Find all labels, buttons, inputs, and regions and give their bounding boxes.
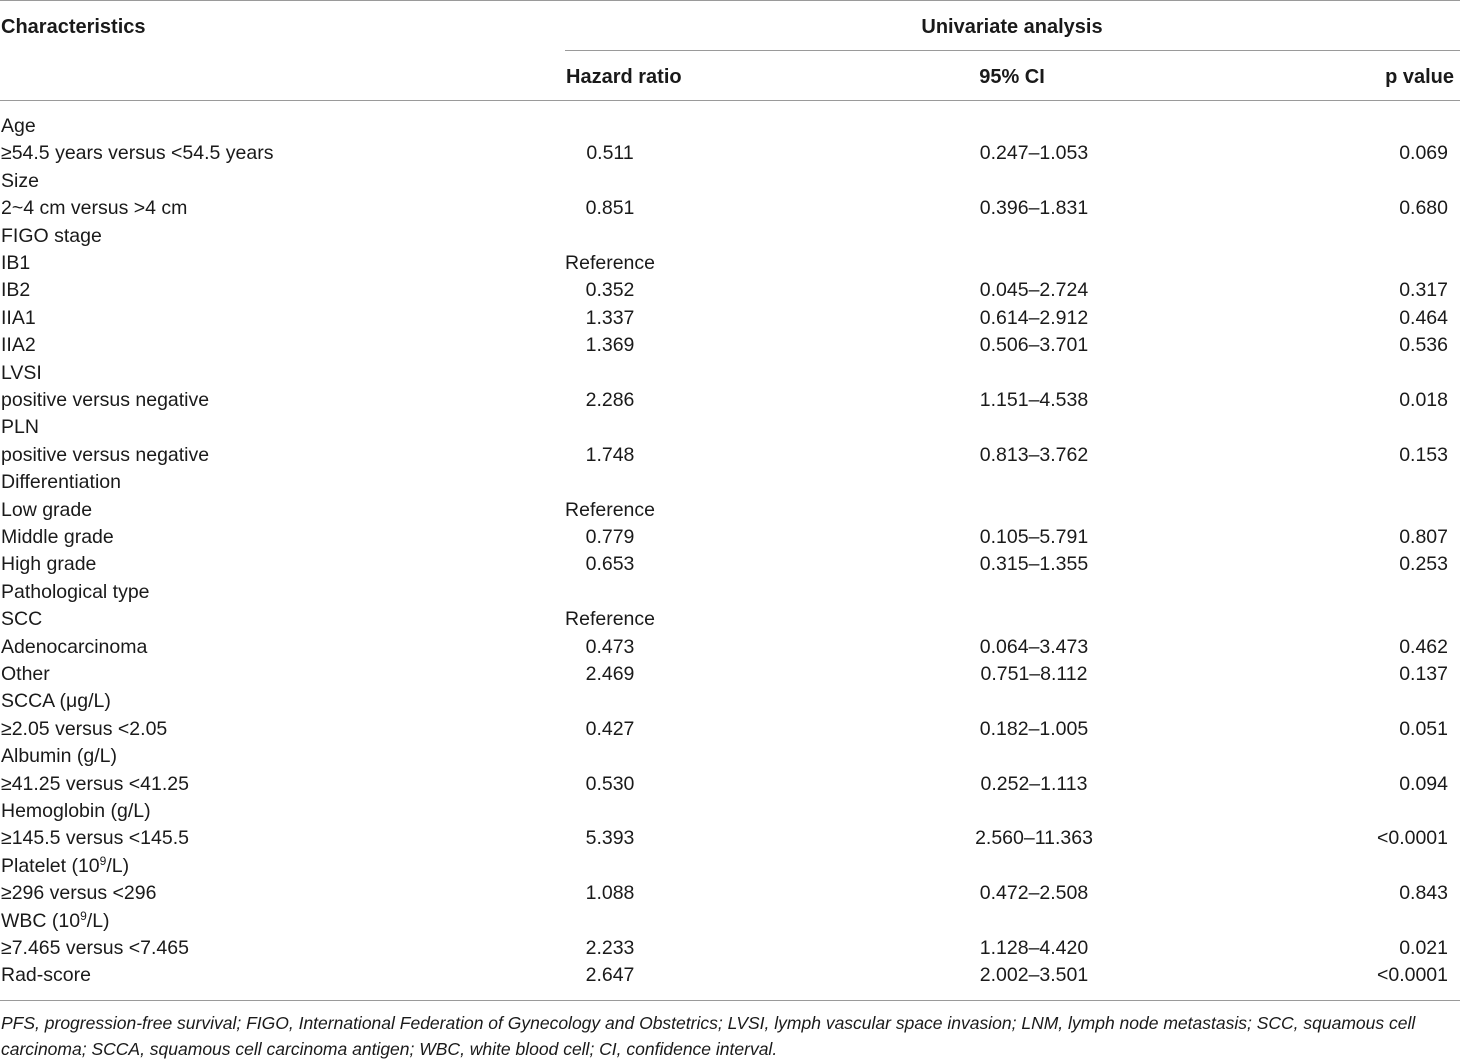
table-row xyxy=(0,606,1460,633)
row-label-tail: /L) xyxy=(106,854,130,877)
row-label xyxy=(1,305,36,332)
hazard-ratio-cell: 0.779 xyxy=(585,526,635,548)
header-bottom-rule xyxy=(0,100,1460,101)
row-label-tail: /L) xyxy=(86,909,110,932)
row-label-text: IIA1 xyxy=(1,306,36,329)
row-label-text: IIA2 xyxy=(1,334,36,357)
row-label xyxy=(1,798,151,825)
hazard-ratio-cell: 1.369 xyxy=(585,334,635,357)
row-label xyxy=(1,168,39,195)
hazard-ratio-cell: 2.647 xyxy=(585,964,635,987)
p-value-cell: 0.153 xyxy=(1399,443,1448,466)
row-label xyxy=(1,469,121,496)
row-label-text: ≥7.465 versus <7.465 xyxy=(1,937,189,959)
ci-cell: 0.614–2.912 xyxy=(979,306,1089,329)
table-row xyxy=(0,935,1460,962)
ci-cell: 0.247–1.053 xyxy=(979,142,1089,165)
table-row xyxy=(0,743,1460,770)
table-top-rule xyxy=(0,0,1460,1)
row-label-text: WBC (10 xyxy=(1,909,81,932)
row-label-text: positive versus negative xyxy=(1,443,210,466)
p-value-cell: <0.0001 xyxy=(1376,827,1448,850)
row-label xyxy=(1,551,96,578)
row-label xyxy=(1,250,30,277)
header-hazard-ratio: Hazard ratio xyxy=(566,66,682,88)
row-label-text: ≥54.5 years versus <54.5 years xyxy=(1,142,274,165)
header-characteristics: Characteristics xyxy=(1,16,146,38)
row-label-text: IB2 xyxy=(1,279,31,302)
hazard-ratio-cell: 2.469 xyxy=(585,663,635,685)
row-label xyxy=(1,414,39,441)
p-value-cell: 0.462 xyxy=(1399,635,1448,658)
row-label-text: LVSI xyxy=(1,361,42,384)
ci-cell: 0.105–5.791 xyxy=(979,526,1089,548)
table-row xyxy=(0,962,1460,989)
row-label-text: SCC xyxy=(1,608,43,631)
p-value-cell: 0.021 xyxy=(1399,937,1448,959)
hazard-ratio-cell: 0.473 xyxy=(585,635,635,658)
table-row xyxy=(0,223,1460,250)
row-label-text: SCCA (μg/L) xyxy=(1,690,111,713)
header-ci: 95% CI xyxy=(979,66,1045,88)
table-row xyxy=(0,908,1460,935)
row-label xyxy=(1,935,189,962)
row-label xyxy=(1,360,42,387)
p-value-cell: 0.253 xyxy=(1399,553,1448,576)
ci-cell: 0.252–1.113 xyxy=(980,772,1088,795)
p-value-cell: 0.069 xyxy=(1399,142,1448,165)
row-label-text: FIGO stage xyxy=(1,224,102,247)
row-label-superscript: 9 xyxy=(99,853,107,868)
row-label-text: Low grade xyxy=(1,498,93,521)
row-label-text: Size xyxy=(1,169,39,192)
ci-cell: 0.813–3.762 xyxy=(979,443,1089,466)
table-row xyxy=(0,579,1460,606)
table-bottom-rule xyxy=(0,1000,1460,1001)
table-row xyxy=(0,360,1460,387)
row-label xyxy=(1,140,273,167)
row-label xyxy=(1,661,50,688)
row-label xyxy=(1,743,117,770)
ci-cell: 2.560–11.363 xyxy=(975,827,1093,850)
row-label-text: PLN xyxy=(1,416,39,439)
row-label xyxy=(1,853,129,880)
header-group-univariate: Univariate analysis xyxy=(921,16,1103,38)
row-label-text: Adenocarcinoma xyxy=(1,635,148,658)
table-row xyxy=(0,168,1460,195)
table-row xyxy=(0,688,1460,715)
row-label xyxy=(1,880,156,907)
p-value-cell: 0.807 xyxy=(1399,526,1448,548)
row-label-text: High grade xyxy=(1,553,97,576)
table-row xyxy=(0,551,1460,578)
ci-cell: 2.002–3.501 xyxy=(979,964,1089,987)
table-row xyxy=(0,716,1460,743)
ci-cell: 0.045–2.724 xyxy=(979,279,1089,302)
ci-cell: 0.472–2.508 xyxy=(979,882,1089,905)
ci-cell: 0.064–3.473 xyxy=(979,635,1089,658)
row-label-text: Differentiation xyxy=(1,471,121,494)
row-label-text: Albumin (g/L) xyxy=(1,745,117,768)
hazard-ratio-cell: 0.352 xyxy=(585,279,635,302)
row-label-text: Hemoglobin (g/L) xyxy=(1,800,151,822)
row-label-text: ≥145.5 versus <145.5 xyxy=(1,827,189,850)
ci-cell: 1.128–4.420 xyxy=(979,937,1089,959)
row-label xyxy=(1,195,187,222)
ci-cell: 0.396–1.831 xyxy=(979,197,1089,220)
row-label xyxy=(1,277,30,304)
p-value-cell: 0.137 xyxy=(1399,663,1448,685)
hazard-ratio-cell: Reference xyxy=(565,608,655,631)
table-row xyxy=(0,387,1460,414)
row-label xyxy=(1,113,36,140)
row-label-text: positive versus negative xyxy=(1,389,210,411)
row-label-text: ≥41.25 versus <41.25 xyxy=(1,772,189,795)
table-row xyxy=(0,277,1460,304)
hazard-ratio-cell: 0.530 xyxy=(585,772,635,795)
table-row xyxy=(0,853,1460,880)
table-row xyxy=(0,798,1460,825)
row-label-text: Middle grade xyxy=(1,526,114,548)
table-row xyxy=(0,880,1460,907)
row-label xyxy=(1,688,111,715)
ci-cell: 0.506–3.701 xyxy=(979,334,1089,357)
row-label-text: 2~4 cm versus >4 cm xyxy=(1,197,188,220)
hazard-ratio-cell: Reference xyxy=(565,252,655,274)
ci-cell: 0.751–8.112 xyxy=(980,663,1088,685)
table-row xyxy=(0,661,1460,688)
hazard-ratio-cell: Reference xyxy=(565,498,655,521)
hazard-ratio-cell: 2.286 xyxy=(585,389,635,411)
row-label xyxy=(1,524,114,551)
row-label xyxy=(1,223,102,250)
row-label xyxy=(1,387,209,414)
table-row xyxy=(0,250,1460,277)
row-label-text: Platelet (10 xyxy=(1,854,100,877)
ci-cell: 1.151–4.538 xyxy=(979,389,1089,411)
row-label xyxy=(1,606,42,633)
row-label xyxy=(1,634,147,661)
table-footnote: PFS, progression-free survival; FIGO, International Federation of Gynecology and Obstetrics; LVSI, lymph vascular space invasion; LNM, lymph node metastasis; SCC, squamous cell carcinoma; SCCA, squamous cell carcinoma antigen; WBC, white blood cell; CI, confidence interval. xyxy=(1,1013,1416,1059)
row-label xyxy=(1,442,209,469)
table-row xyxy=(0,414,1460,441)
row-label-text: IB1 xyxy=(1,252,31,274)
p-value-cell: 0.317 xyxy=(1399,279,1448,302)
hazard-ratio-cell: 1.337 xyxy=(585,306,635,329)
hazard-ratio-cell: 0.851 xyxy=(585,197,635,220)
row-label-text: Other xyxy=(1,663,50,685)
row-label xyxy=(1,332,36,359)
p-value-cell: 0.094 xyxy=(1399,772,1448,795)
ci-cell: 0.182–1.005 xyxy=(979,717,1089,740)
table-row xyxy=(0,195,1460,222)
table-row xyxy=(0,771,1460,798)
table-row xyxy=(0,332,1460,359)
row-label-text: Pathological type xyxy=(1,580,150,603)
p-value-cell: <0.0001 xyxy=(1376,964,1448,987)
p-value-cell: 0.018 xyxy=(1399,389,1448,411)
hazard-ratio-cell: 1.088 xyxy=(585,882,635,905)
p-value-cell: 0.680 xyxy=(1399,197,1448,220)
row-label-text: Age xyxy=(1,115,36,137)
row-label-text: ≥2.05 versus <2.05 xyxy=(1,717,168,740)
row-label xyxy=(1,579,150,606)
p-value-cell: 0.843 xyxy=(1399,882,1448,905)
p-value-cell: 0.051 xyxy=(1399,717,1448,740)
header-p-value: p value xyxy=(1385,66,1454,88)
table-row xyxy=(0,113,1460,140)
p-value-cell: 0.536 xyxy=(1399,334,1448,357)
row-label-text: Rad-score xyxy=(1,964,91,987)
row-label xyxy=(1,716,167,743)
table-row xyxy=(0,140,1460,167)
row-label xyxy=(1,825,189,852)
row-label xyxy=(1,962,91,989)
table-row xyxy=(0,524,1460,551)
p-value-cell: 0.464 xyxy=(1399,306,1448,329)
row-label-text: ≥296 versus <296 xyxy=(1,882,157,905)
ci-cell: 0.315–1.355 xyxy=(979,553,1089,576)
table-row xyxy=(0,305,1460,332)
hazard-ratio-cell: 5.393 xyxy=(585,827,635,850)
table-row xyxy=(0,497,1460,524)
hazard-ratio-cell: 0.511 xyxy=(586,142,634,165)
row-label-superscript: 9 xyxy=(80,908,87,923)
row-label xyxy=(1,908,110,935)
table-row xyxy=(0,634,1460,661)
table-row xyxy=(0,469,1460,496)
hazard-ratio-cell: 0.653 xyxy=(585,553,635,576)
hazard-ratio-cell: 1.748 xyxy=(585,443,635,466)
row-label xyxy=(1,771,189,798)
row-label xyxy=(1,497,92,524)
hazard-ratio-cell: 0.427 xyxy=(585,717,635,740)
group-underline-rule xyxy=(565,50,1460,51)
hazard-ratio-cell: 2.233 xyxy=(585,937,635,959)
table-row xyxy=(0,825,1460,852)
table-row xyxy=(0,442,1460,469)
